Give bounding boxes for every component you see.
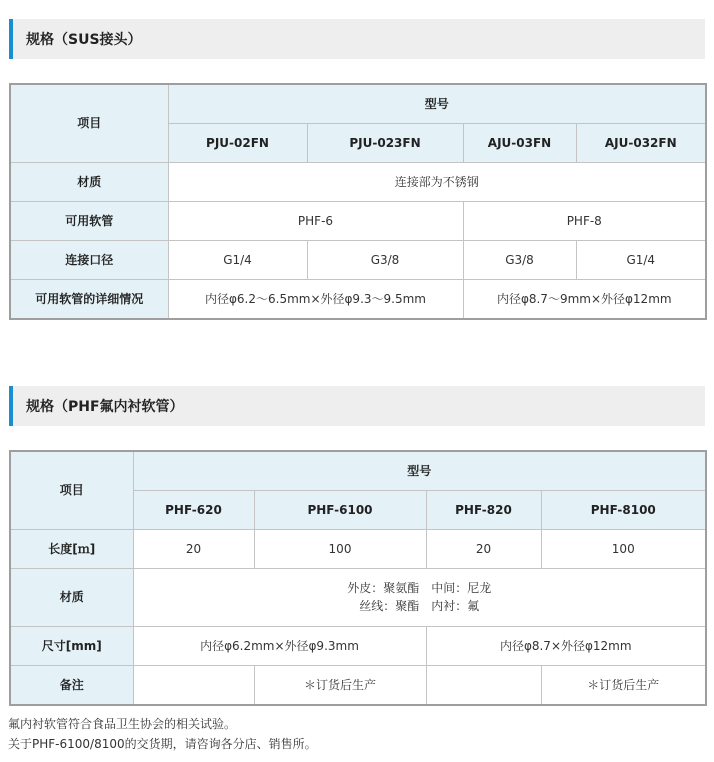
port-value: G3/8	[463, 240, 576, 279]
table-row	[10, 568, 706, 626]
detail-label: 可用软管的详细情况	[10, 279, 168, 319]
table-row	[10, 451, 706, 490]
table-row	[10, 84, 706, 123]
item-header: 项目	[10, 451, 133, 529]
hose-value: PHF-8	[463, 201, 706, 240]
detail-value: 内径φ8.7～9mm×外径φ12mm	[463, 279, 706, 319]
size-value: 内径φ8.7×外径φ12mm	[426, 626, 706, 665]
model-name: PHF-8100	[541, 490, 706, 529]
size-value: 内径φ6.2mm×外径φ9.3mm	[133, 626, 426, 665]
spec-table-sus-fitting	[9, 83, 707, 320]
detail-value: 内径φ6.2～6.5mm×外径φ9.3～9.5mm	[168, 279, 463, 319]
hose-label: 可用软管	[10, 201, 168, 240]
model-header: 型号	[133, 451, 706, 490]
spec-table-phf-hose	[9, 450, 707, 706]
remark-label: 备注	[10, 665, 133, 705]
model-name: PJU-02FN	[168, 123, 307, 162]
size-label: 尺寸[mm]	[10, 626, 133, 665]
table-row	[10, 201, 706, 240]
table-row	[10, 162, 706, 201]
material-label: 材质	[10, 568, 133, 626]
table-row	[10, 279, 706, 319]
port-label: 连接口径	[10, 240, 168, 279]
table-row	[10, 529, 706, 568]
remark-value	[426, 665, 541, 705]
length-value: 100	[254, 529, 426, 568]
model-name: PHF-6100	[254, 490, 426, 529]
model-name: PJU-023FN	[307, 123, 463, 162]
section-title-text: 规格（SUS接头）	[26, 32, 142, 48]
remark-value: ＊订货后生产	[541, 665, 706, 705]
footnotes	[8, 714, 317, 754]
material-line: 丝线：聚酯 内衬：氟	[359, 599, 480, 613]
material-value	[133, 568, 706, 626]
footnote: 氟内衬软管符合食品卫生协会的相关试验。	[8, 717, 237, 731]
section-title-text: 规格（PHF氟内衬软管）	[26, 399, 184, 415]
port-value: G1/4	[168, 240, 307, 279]
model-name: PHF-820	[426, 490, 541, 529]
table-row	[10, 240, 706, 279]
item-header: 项目	[10, 84, 168, 162]
footnote: 关于PHF-6100/8100的交货期，请咨询各分店、销售所。	[8, 737, 317, 751]
length-value: 100	[541, 529, 706, 568]
section-title-phf-hose	[9, 386, 705, 426]
model-name: AJU-03FN	[463, 123, 576, 162]
remark-value: ＊订货后生产	[254, 665, 426, 705]
section-title-sus-fitting	[9, 19, 705, 59]
port-value: G1/4	[576, 240, 706, 279]
material-line: 外皮：聚氨酯 中间：尼龙	[347, 581, 492, 595]
material-label: 材质	[10, 162, 168, 201]
length-value: 20	[133, 529, 254, 568]
model-name: AJU-032FN	[576, 123, 706, 162]
remark-value	[133, 665, 254, 705]
model-header: 型号	[168, 84, 706, 123]
table-row	[10, 665, 706, 705]
model-name: PHF-620	[133, 490, 254, 529]
length-value: 20	[426, 529, 541, 568]
material-value: 连接部为不锈钢	[168, 162, 706, 201]
table-row	[10, 626, 706, 665]
hose-value: PHF-6	[168, 201, 463, 240]
port-value: G3/8	[307, 240, 463, 279]
length-label: 长度[ｍ]	[10, 529, 133, 568]
